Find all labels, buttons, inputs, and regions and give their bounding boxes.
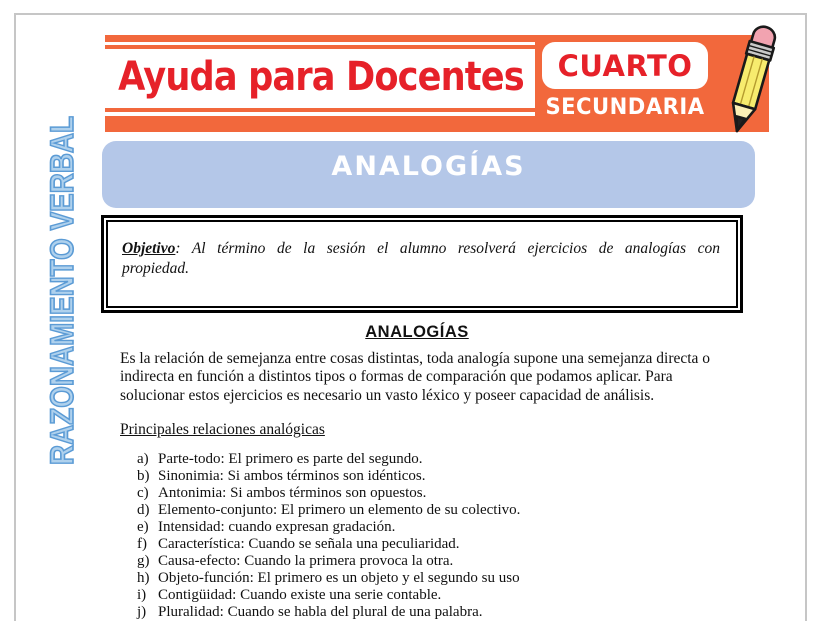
list-item-letter: i) xyxy=(137,587,147,604)
list-item-text: Intensidad: cuando expresan gradación. xyxy=(158,518,396,535)
document-page xyxy=(14,13,807,621)
page-title xyxy=(102,141,755,208)
list-item xyxy=(137,502,714,519)
list-item xyxy=(137,468,714,485)
list-item-text: Elemento-conjunto: El primero un elemento de su colectivo. xyxy=(158,501,521,518)
list-item-text: Objeto-función: El primero es un objeto y el segundo su uso xyxy=(158,570,520,587)
list-item-letter: f) xyxy=(137,535,147,552)
pencil-icon xyxy=(715,20,787,144)
section-heading: ANALOGÍAS xyxy=(365,323,469,341)
list-item-letter: d) xyxy=(137,501,150,518)
list-item-text: Pluralidad: Cuando se habla del plural de una palabra. xyxy=(158,604,483,621)
list-item-text: Característica: Cuando se señala una peculiaridad. xyxy=(158,535,460,552)
level-label: SECUNDARIA xyxy=(545,94,705,120)
list-item xyxy=(137,604,714,621)
objective-box xyxy=(101,215,743,313)
list-item-letter: c) xyxy=(137,484,149,501)
list-item-letter: b) xyxy=(137,467,150,484)
objective-label: Objetivo xyxy=(122,240,176,257)
list-item-text: Parte-todo: El primero es parte del segundo. xyxy=(158,450,423,467)
header-banner xyxy=(105,35,769,132)
grade-badge: CUARTO xyxy=(542,42,708,89)
list-item xyxy=(137,570,714,587)
relations-subheading: Principales relaciones analógicas xyxy=(120,421,325,438)
brand-title: Ayuda para Docentes xyxy=(118,54,524,100)
relations-list xyxy=(120,451,714,621)
list-item-letter: j) xyxy=(137,604,147,621)
list-item-letter: g) xyxy=(137,553,150,570)
list-item xyxy=(137,587,714,604)
sidebar-vertical-title: RAZONAMIENTO VERBAL xyxy=(44,115,80,466)
list-item-text: Causa-efecto: Cuando la primera provoca la otra. xyxy=(158,553,454,570)
list-item xyxy=(137,553,714,570)
list-item xyxy=(137,536,714,553)
list-item xyxy=(137,485,714,502)
list-item-text: Antonimia: Si ambos términos son opuestos. xyxy=(158,484,427,501)
list-item-letter: e) xyxy=(137,518,149,535)
list-item-letter: a) xyxy=(137,450,149,467)
list-item xyxy=(137,519,714,536)
objective-box-inner xyxy=(106,220,738,308)
objective-text: : Al término de la sesión el alumno resolverá ejercicios de analogías con propiedad. xyxy=(122,240,720,277)
main-content xyxy=(120,323,714,621)
list-item-text: Contigüidad: Cuando existe una serie contable. xyxy=(158,587,442,604)
intro-paragraph: Es la relación de semejanza entre cosas distintas, toda analogía supone una semejanza directa o indirecta en función a distintos tipos o formas de comparación que podamos aplicar. Para solucionar estos ejercicios es necesario un vasto léxico y poseer capacidad de análisis. xyxy=(120,349,711,404)
list-item xyxy=(137,451,714,468)
list-item-letter: h) xyxy=(137,570,150,587)
page-title-label: ANALOGÍAS xyxy=(331,151,526,182)
list-item-text: Sinonimia: Si ambos términos son idénticos. xyxy=(158,467,426,484)
